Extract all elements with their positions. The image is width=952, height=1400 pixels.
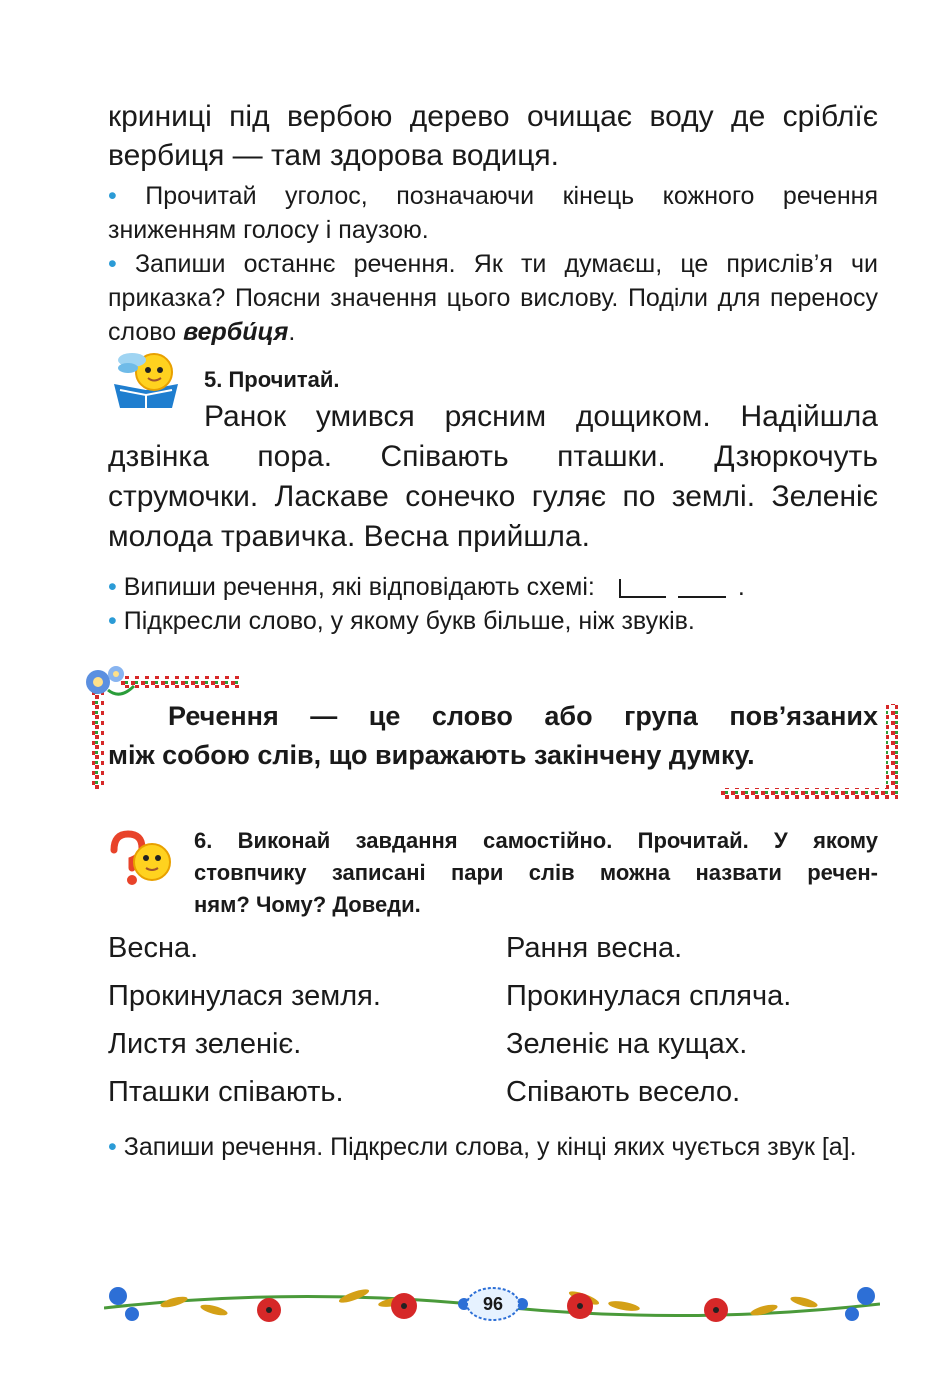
list-item: Весна.: [108, 932, 199, 964]
bullet: •: [108, 250, 117, 278]
list-item: Прокинулася земля.: [108, 980, 381, 1012]
schema-period: .: [737, 573, 745, 601]
task-underline-sound: [108, 1130, 878, 1164]
task-read-aloud: [108, 179, 878, 247]
list-item: Рання весна.: [506, 932, 683, 964]
list-item: Прокинулася спляча.: [506, 980, 792, 1012]
exercise-5-heading: 5. Прочитай.: [204, 367, 340, 392]
list-item: Співають весело.: [506, 1076, 741, 1108]
right-column: [506, 924, 886, 1116]
bullet: •: [108, 182, 117, 210]
task-underline-word: [108, 604, 878, 638]
list-item: Зеленіє на кущах.: [506, 1028, 748, 1060]
ex6-heading-line-1: 6. Виконай завдання самостійно. Прочитай. У якому: [194, 828, 878, 853]
task-copy-sentences: [108, 570, 878, 604]
ex6-heading-line-2: стовпчику записані пари слів можна назвати речен-: [194, 860, 878, 885]
task-text: Випиши речення, які відповідають схемі:: [123, 573, 595, 601]
ex5-line-2: дзвінка пора. Співають пташки. Дзюркочуть: [108, 440, 878, 473]
intro-line-2: вербиця — там здорова водиця.: [108, 139, 559, 172]
list-item: Листя зеленіє.: [108, 1028, 302, 1060]
task-write-sentence: [108, 247, 878, 349]
task-text: Запиши останнє речення. Як ти думаєш, це прислів’я чи приказка? Поясни значення цього вислову. Поділи для переносу слово: [108, 250, 879, 346]
bullet: •: [108, 573, 117, 601]
sentence-schema: [616, 575, 746, 601]
rule-line-1: Речення — це слово або група пов’язаних: [168, 701, 878, 731]
ex5-line-4: молода травичка. Весна прийшла.: [108, 520, 590, 553]
ex5-line-3: струмочки. Ласкаве сонечко гуляє по землі. Зеленіє: [108, 480, 878, 513]
bullet: •: [108, 607, 117, 635]
left-column: [108, 924, 488, 1116]
task-text: Підкресли слово, у якому букв більше, ніж звуків.: [123, 607, 695, 635]
task-text-end: .: [288, 318, 296, 346]
bullet: •: [108, 1133, 117, 1161]
emphasized-word: верби́ця: [183, 318, 289, 346]
ex6-heading-line-3: ням? Чому? Доведи.: [194, 892, 421, 917]
task-text: Запиши речення. Підкресли слова, у кінці яких чується звук [а].: [123, 1133, 857, 1161]
task-text: Прочитай уголос, позначаючи кінець кожного речення зниженням голосу і паузою.: [108, 182, 878, 244]
rule-line-2: між собою слів, що виражають закінчену думку.: [108, 740, 755, 770]
ex5-line-1: Ранок умився рясним дощиком. Надійшла: [204, 400, 878, 433]
page-number: 96: [482, 1294, 504, 1314]
list-item: Пташки співають.: [108, 1076, 344, 1108]
question-sun-icon: [104, 828, 174, 888]
reading-sun-icon: [106, 350, 186, 410]
intro-line-1: криниці під вербою дерево очищає воду де сріблїє: [108, 100, 878, 133]
embroidery-frame: [80, 660, 900, 810]
